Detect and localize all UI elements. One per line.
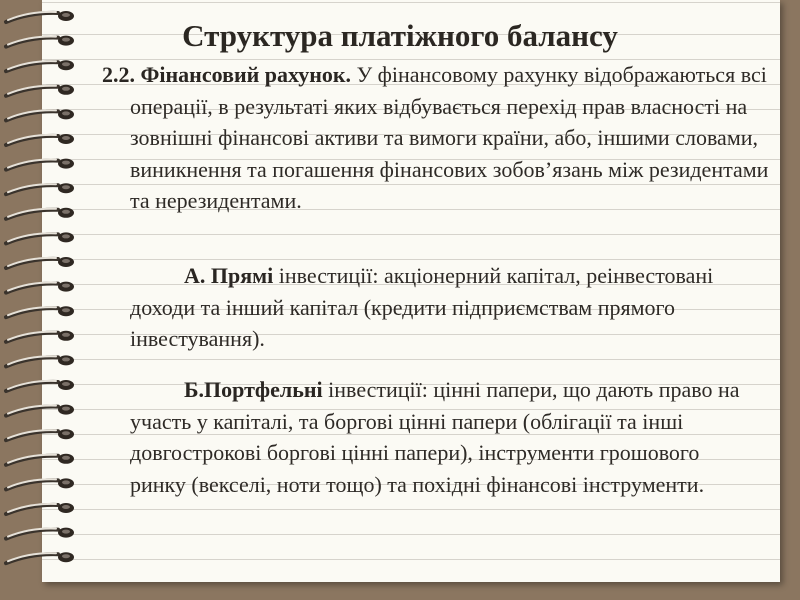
portfolio-investment-text: інвестиції: цінні папери, що дають право на участь у капіталі, та боргові цінні папери (облігації та інші довгострокові боргові цінні папери), інструменти грошового ринку (векселі, ноти тощо) та похідні фінансові інструменти. [130,377,740,497]
spiral-coil [6,503,74,514]
spiral-coil [6,478,74,489]
portfolio-investment-label: Б.Портфельні [184,377,323,402]
direct-investment-text: інвестиції: акціонерний капітал, реінвестовані доходи та інший капітал (кредити підприємствам прямого інвестування). [130,263,714,351]
spiral-coil [6,306,74,317]
spiral-coil [6,528,74,539]
spiral-coil [6,429,74,440]
spiral-coil [6,85,74,96]
section-text: У фінансовому рахунку відображаються всі операції, в результаті яких відбувається перехід прав власності на зовнішні фінансові активи та вимоги країни, або, іншими словами, виникнення та погашення фінансових зобов’язань між резидентами та нерезидентами. [130,62,769,213]
spiral-coil [6,208,74,219]
direct-investment-paragraph [130,260,750,355]
spiral-coil [6,257,74,268]
spiral-coil [6,405,74,416]
spiral-coil [6,552,74,563]
spiral-coil [6,232,74,243]
direct-investment-label: А. Прямі [184,263,274,288]
spiral-coil [6,109,74,120]
spiral-coil [6,454,74,465]
spiral-coil [6,159,74,170]
spiral-coil [6,134,74,145]
spiral-binding [0,0,100,600]
spiral-coil [6,282,74,293]
slide-title: Структура платіжного балансу [182,18,618,53]
spiral-coil [6,380,74,391]
financial-account-paragraph [102,59,780,217]
portfolio-investment-paragraph [130,374,755,500]
spiral-coil [6,60,74,71]
section-heading: 2.2. Фінансовий рахунок. [102,62,352,87]
spiral-coil [6,331,74,342]
spiral-coil [6,355,74,366]
spiral-coil [6,183,74,194]
